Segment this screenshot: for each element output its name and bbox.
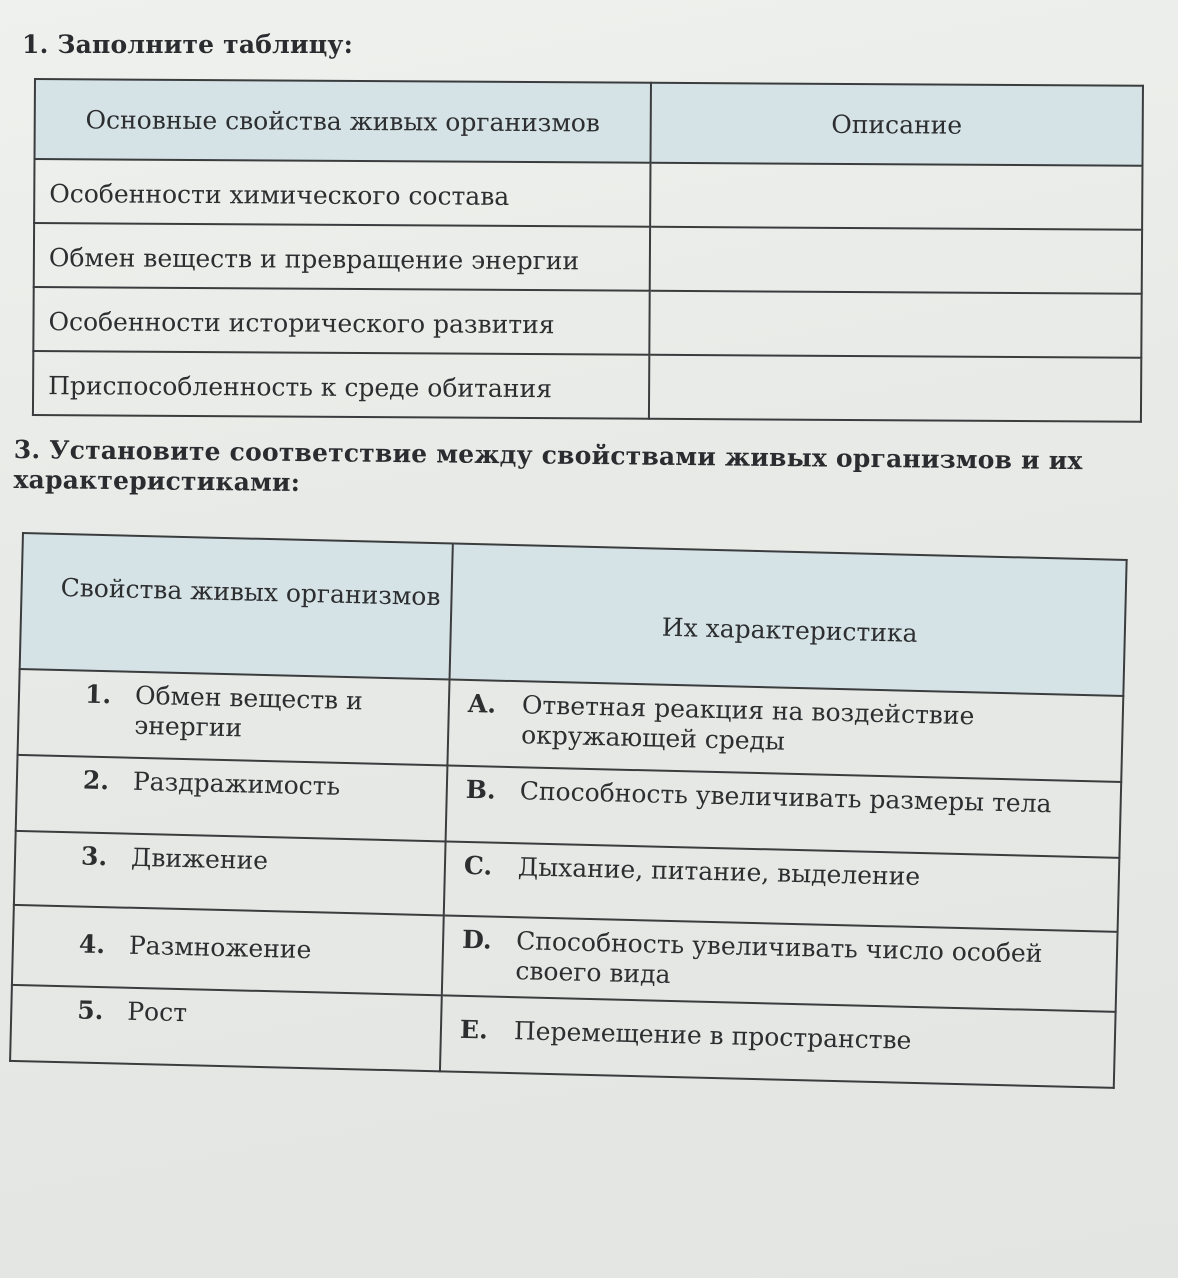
column-header-properties: Свойства живых организмов	[20, 533, 453, 679]
property-cell	[12, 905, 444, 995]
description-cell[interactable]	[649, 291, 1141, 358]
property-cell	[16, 755, 448, 841]
property-text: Размножение	[128, 930, 312, 965]
characteristic-text: Ответная реакция на воздействие окружающей среды	[520, 690, 975, 756]
property-cell: Особенности исторического развития	[33, 287, 649, 355]
property-text: Раздражимость	[132, 766, 341, 801]
property-cell	[18, 669, 450, 765]
property-number: 5.	[76, 995, 104, 1026]
task-3-matching-table	[9, 532, 1128, 1089]
characteristic-letter: B.	[465, 774, 497, 805]
characteristic-letter: E.	[459, 1014, 489, 1045]
characteristic-cell	[440, 995, 1116, 1087]
characteristic-text: Способность увеличивать число особей своего вида	[515, 926, 1043, 989]
characteristic-text: Дыхание, питание, выделение	[517, 852, 921, 892]
property-text: Обмен веществ и энергии	[133, 680, 364, 743]
characteristic-text: Перемещение в пространстве	[513, 1016, 912, 1055]
task-1-heading: 1. Заполните таблицу:	[22, 30, 354, 59]
column-header-properties: Основные свойства живых организмов	[35, 79, 651, 163]
description-cell[interactable]	[650, 163, 1142, 230]
table-row	[34, 159, 1142, 230]
task-3-heading: 3. Установите соответствие между свойствами живых организмов и их характеристиками:	[13, 435, 1083, 497]
table-row	[34, 223, 1142, 294]
table-header-row	[20, 533, 1127, 696]
property-number: 4.	[78, 929, 106, 960]
property-text: Движение	[130, 842, 269, 876]
property-cell: Особенности химического состава	[34, 159, 650, 227]
property-number: 1.	[84, 679, 112, 710]
property-text: Рост	[126, 996, 188, 1028]
table-row	[33, 351, 1141, 422]
description-cell[interactable]	[650, 227, 1142, 294]
characteristic-letter: D.	[461, 924, 493, 955]
table-row	[33, 287, 1141, 358]
property-cell	[14, 831, 446, 915]
property-cell	[10, 985, 442, 1071]
column-header-characteristics: Их характеристика	[450, 544, 1127, 696]
characteristic-letter: A.	[467, 688, 497, 719]
property-number: 2.	[82, 765, 110, 796]
column-header-description: Описание	[650, 83, 1142, 166]
property-cell: Обмен веществ и превращение энергии	[34, 223, 650, 291]
characteristic-letter: C.	[463, 850, 493, 881]
characteristic-cell	[447, 679, 1123, 781]
description-cell[interactable]	[649, 355, 1141, 422]
property-number: 3.	[80, 841, 108, 872]
table-header-row	[35, 79, 1143, 166]
characteristic-text: Способность увеличивать размеры тела	[519, 776, 1052, 819]
task-1-table	[32, 78, 1144, 423]
property-cell: Приспособленность к среде обитания	[33, 351, 649, 419]
